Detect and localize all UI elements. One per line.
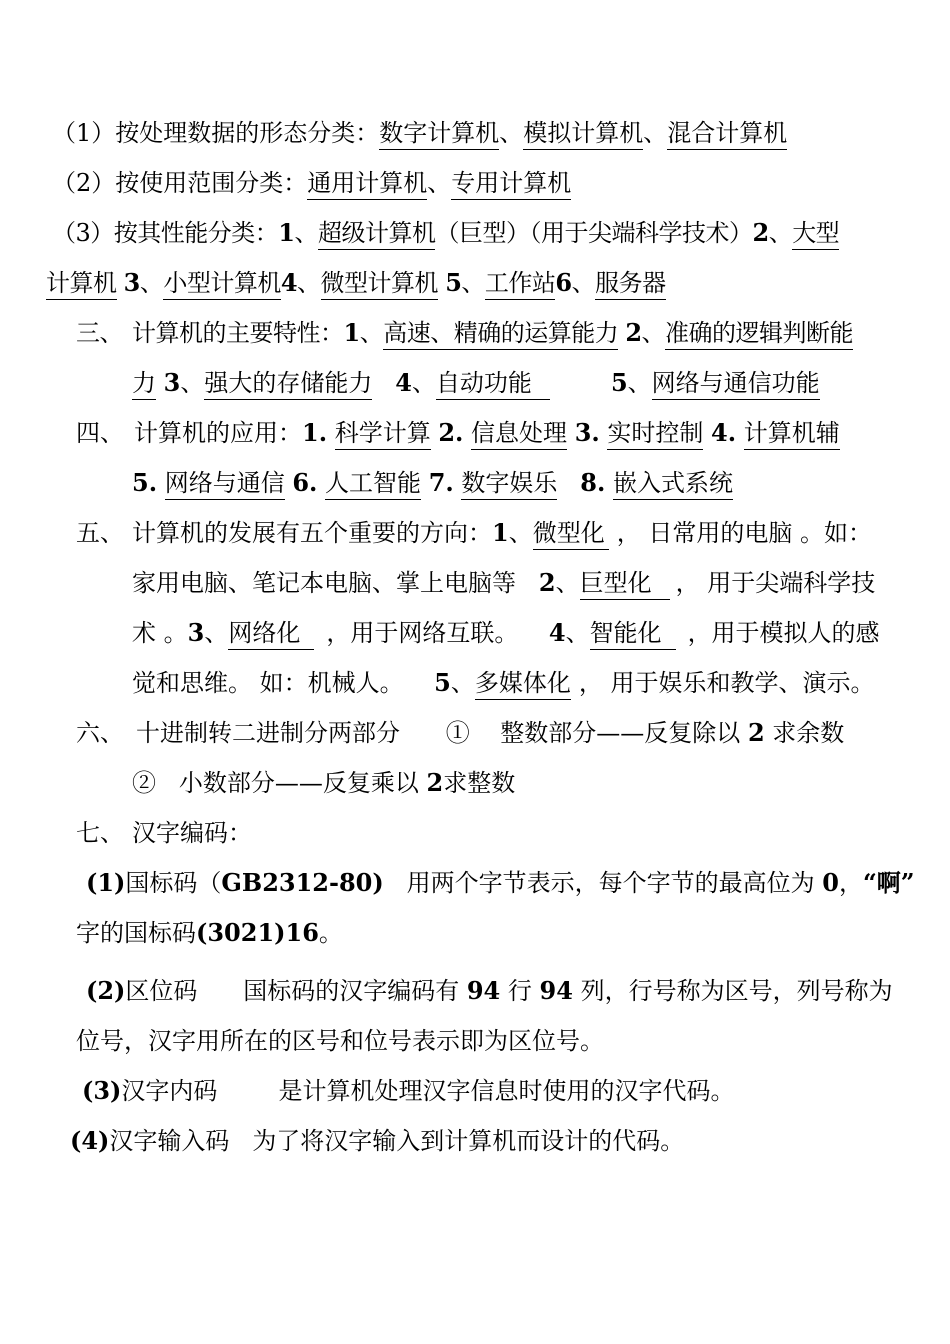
- section-label: 汉字编码：: [132, 819, 252, 847]
- number: 5: [610, 368, 628, 397]
- giant-desc-end: 术 。: [132, 619, 188, 647]
- section-seven-encoding: [0, 808, 950, 858]
- section-number: 六、: [76, 719, 124, 747]
- section-number: 三、: [76, 319, 123, 347]
- answer-logic-part1: 准确的逻辑判断能: [665, 319, 853, 350]
- integer-part: 整数部分——反复除以: [500, 719, 741, 747]
- number: 1.: [302, 418, 328, 447]
- punct: 。: [318, 919, 343, 947]
- item-label: （3）按其性能分类：: [52, 219, 279, 247]
- number: 3.: [574, 418, 600, 447]
- answer-automatic: 自动功能: [436, 369, 550, 400]
- networking-desc: ，用于网络互联。: [326, 619, 519, 647]
- number: 3: [163, 368, 181, 397]
- item-desc: 为了将汉字输入到计算机而设计的代码。: [252, 1127, 685, 1155]
- number: 7.: [428, 468, 454, 497]
- number: 6.: [292, 468, 318, 497]
- answer-miniaturization: 微型化: [533, 519, 609, 550]
- classification-by-performance-cont: 计算机 3、小型计算机4、微型计算机 5、工作站6、服务器: [0, 258, 950, 308]
- fraction-part-end: 求整数: [443, 769, 516, 797]
- super-computer-note: （巨型）（用于尖端科学技术）: [435, 219, 753, 247]
- item-tag: (4): [70, 1126, 110, 1155]
- gb-code: GB2312-80): [221, 868, 384, 897]
- classification-by-data-form: （1）按处理数据的形态分类：数字计算机、模拟计算机、混合计算机: [0, 108, 950, 158]
- item-label: （1）按处理数据的形态分类：: [52, 119, 380, 147]
- number: 4.: [711, 418, 737, 447]
- encoding-zone-code-cont: [0, 1016, 950, 1066]
- section-six-cont: [0, 758, 950, 808]
- answer-general-computer: 通用计算机: [307, 169, 427, 200]
- section-number: 五、: [76, 519, 124, 547]
- item-desc: 字的国标码: [76, 919, 196, 947]
- answer-computer-aided: 计算机辅: [744, 419, 840, 450]
- circled-one: ①: [445, 719, 470, 747]
- number: 2.: [438, 418, 464, 447]
- intelligent-desc-end: 觉和思维。 如：机械人。: [132, 669, 404, 697]
- answer-digital-computer: 数字计算机: [379, 119, 499, 150]
- section-five-trends: 五、 计算机的发展有五个重要的方向：1、微型化 ， 日常用的电脑 。如：: [0, 508, 950, 558]
- encoding-gb-code: [0, 858, 950, 908]
- number: 2: [747, 718, 765, 747]
- number: 94: [539, 976, 573, 1005]
- section-four-applications: [0, 408, 950, 458]
- answer-hybrid-computer: 混合计算机: [667, 119, 787, 150]
- section-label: 计算机的应用：: [134, 419, 302, 447]
- multimedia-desc: ， 用于娱乐和教学、演示。: [578, 669, 875, 697]
- item-desc: 列，行号称为区号，列号称为: [580, 977, 893, 1005]
- circled-two: ②: [132, 769, 156, 797]
- number: 3: [187, 618, 205, 647]
- number: 2: [625, 318, 642, 347]
- section-number: 四、: [76, 419, 124, 447]
- quoted-char: “啊”: [862, 868, 915, 897]
- number: 2: [752, 218, 769, 247]
- number: 1: [343, 318, 360, 347]
- section-four-cont: [0, 458, 950, 508]
- answer-storage: 强大的存储能力: [204, 369, 372, 400]
- answer-info-processing: 信息处理: [471, 419, 567, 450]
- item-desc: 用两个字节表示，每个字节的最高位为: [406, 869, 815, 897]
- section-five-cont-1: 家用电脑、笔记本电脑、掌上电脑等 2、巨型化 ， 用于尖端科学技: [0, 558, 950, 608]
- answer-super-computer: 超级计算机: [318, 219, 436, 250]
- item-tag: (2): [86, 976, 126, 1005]
- intelligent-desc: ，用于模拟人的感: [687, 619, 880, 647]
- answer-special-computer: 专用计算机: [451, 169, 571, 200]
- gb-value: (3021)16: [196, 918, 319, 947]
- answer-logic-part2: 力: [132, 369, 156, 400]
- answer-workstation: 工作站: [485, 269, 556, 300]
- answer-mainframe-part2: 计算机: [46, 269, 117, 300]
- answer-digital-entertainment: 数字娱乐: [461, 469, 557, 500]
- number: 4: [395, 368, 412, 397]
- item-name: 汉字内码: [121, 1077, 218, 1105]
- number: 2: [538, 568, 556, 597]
- answer-networking: 网络化: [228, 619, 314, 650]
- section-six-conversion: [0, 708, 950, 758]
- encoding-zone-code: [0, 966, 950, 1016]
- answer-intelligent: 智能化: [590, 619, 676, 650]
- number: 94: [466, 976, 501, 1005]
- answer-network: 网络与通信功能: [652, 369, 820, 400]
- number: 5: [445, 268, 462, 297]
- answer-micro-computer: 微型计算机: [321, 269, 439, 300]
- answer-realtime-control: 实时控制: [607, 419, 703, 450]
- number: 1: [278, 218, 295, 247]
- answer-embedded: 嵌入式系统: [613, 469, 733, 500]
- encoding-gb-code-cont: [0, 908, 950, 958]
- answer-high-speed: 高速、精确的运算能力: [383, 319, 618, 350]
- item-tag: (3): [82, 1076, 122, 1105]
- item-name: 国标码（: [125, 869, 222, 897]
- classification-by-usage: （2）按使用范围分类：通用计算机、专用计算机: [0, 158, 950, 208]
- number: 4: [548, 618, 566, 647]
- giant-desc: ， 用于尖端科学技: [675, 569, 876, 597]
- item-label: （2）按使用范围分类：: [52, 169, 308, 197]
- miniaturization-desc: ， 日常用的电脑 。如：: [616, 519, 872, 547]
- section-five-cont-2: 术 。3、网络化 ，用于网络互联。 4、智能化 ，用于模拟人的感: [0, 608, 950, 658]
- item-desc: 国标码的汉字编码有: [243, 977, 460, 1005]
- item-desc: 是计算机处理汉字信息时使用的汉字代码。: [278, 1077, 735, 1105]
- number: 5: [434, 668, 451, 697]
- number: 5.: [132, 468, 158, 497]
- answer-analog-computer: 模拟计算机: [523, 119, 643, 150]
- number: 8.: [580, 468, 606, 497]
- section-label: 十进制转二进制分两部分: [136, 719, 400, 747]
- answer-mini-computer: 小型计算机: [163, 269, 281, 300]
- answer-giant: 巨型化: [580, 569, 670, 600]
- fraction-part: 小数部分——反复乘以: [178, 769, 419, 797]
- answer-ai: 人工智能: [325, 469, 421, 500]
- section-three-cont: 力 3、强大的存储能力 4、自动功能 5、网络与通信功能: [0, 358, 950, 408]
- item-name: 汉字输入码: [109, 1127, 230, 1155]
- answer-multimedia: 多媒体化: [475, 669, 571, 700]
- item-desc: 位号，汉字用所在的区号和位号表示即为区位号。: [76, 1027, 604, 1055]
- answer-network-communication: 网络与通信: [165, 469, 285, 500]
- number: 2: [426, 768, 444, 797]
- document-page: [0, 108, 950, 1166]
- answer-server: 服务器: [595, 269, 666, 300]
- number: 0: [822, 868, 839, 897]
- punct: ，: [838, 869, 863, 897]
- number: 1: [492, 518, 509, 547]
- integer-part-end: 求余数: [772, 719, 845, 747]
- encoding-internal-code: [0, 1066, 950, 1116]
- item-desc: 行: [507, 977, 532, 1005]
- item-name: 区位码: [125, 977, 198, 1005]
- section-number: 七、: [76, 819, 124, 847]
- miniaturization-examples: 家用电脑、笔记本电脑、掌上电脑等: [132, 569, 516, 597]
- section-label: 计算机的主要特性：: [132, 319, 344, 347]
- classification-by-performance: （3）按其性能分类：1、超级计算机（巨型）（用于尖端科学技术）2、大型: [0, 208, 950, 258]
- section-five-cont-3: 觉和思维。 如：机械人。 5、多媒体化 ， 用于娱乐和教学、演示。: [0, 658, 950, 708]
- section-label: 计算机的发展有五个重要的方向：: [132, 519, 492, 547]
- answer-mainframe-part1: 大型: [792, 219, 839, 250]
- number: 4: [280, 268, 298, 297]
- section-three-characteristics: 三、 计算机的主要特性：1、高速、精确的运算能力 2、准确的逻辑判断能: [0, 308, 950, 358]
- item-tag: (1): [86, 868, 126, 897]
- answer-scientific-computing: 科学计算: [335, 419, 431, 450]
- number: 3: [123, 268, 140, 297]
- encoding-input-code: [0, 1116, 950, 1166]
- number: 6: [555, 268, 572, 297]
